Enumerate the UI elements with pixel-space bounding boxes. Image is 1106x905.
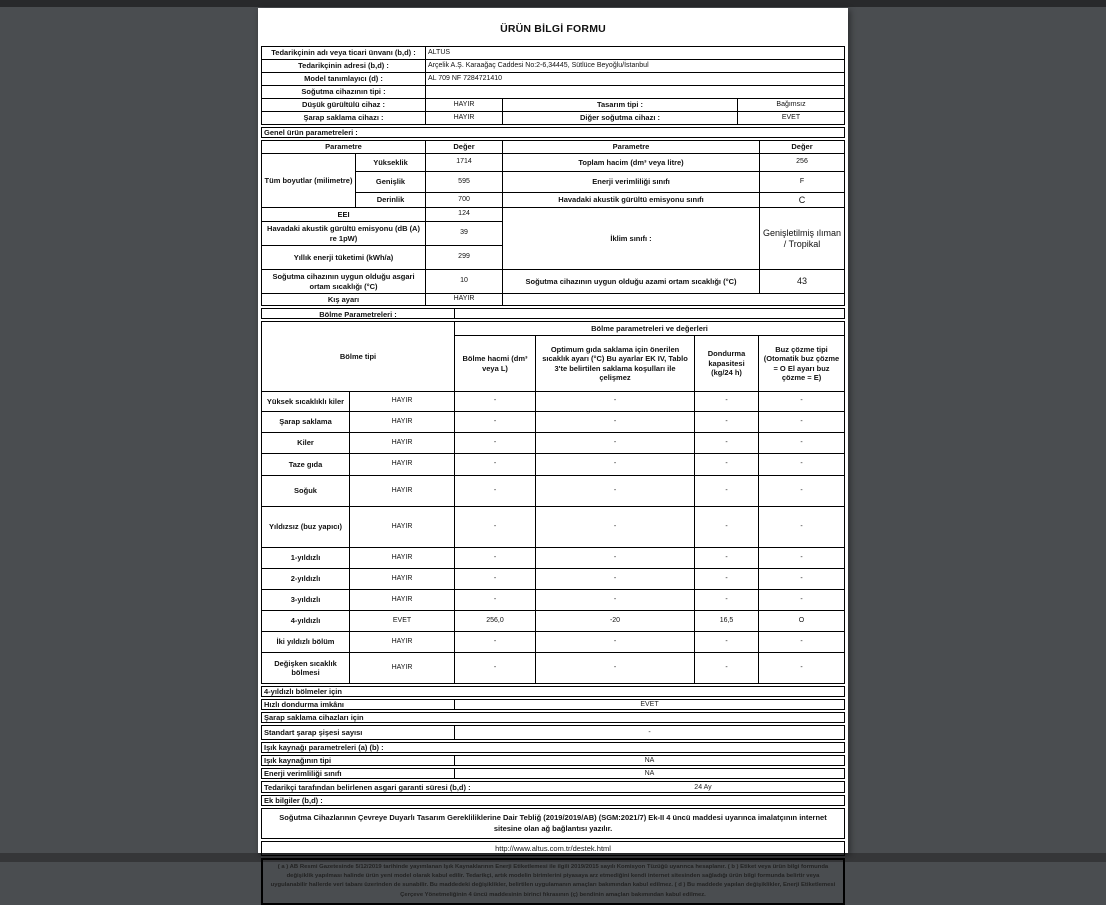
compartment-volume: - [455,653,536,684]
compartment-present: HAYIR [350,507,455,548]
compartment-type: 2-yıldızlı [262,569,350,590]
field-label: Soğutma cihazının tipi : [262,86,426,99]
compartment-volume: - [455,569,536,590]
section-label-wine: Şarap saklama cihazları için [261,712,845,723]
compartment-volume: - [455,454,536,476]
field-label: Standart şarap şişesi sayısı [262,726,455,739]
compartment-defrost: - [759,548,845,569]
compartment-present: EVET [350,611,455,632]
field-label: Tedarikçinin adı veya ticari ünvanı (b,d) : [262,47,426,60]
field-label: Tasarım tipi : [503,99,738,112]
field-label: Hızlı dondurma imkânı [262,700,455,709]
field-label: Işık kaynağının tipi [262,756,455,765]
compartment-optimum: - [536,476,695,507]
section-label-four-star: 4-yıldızlı bölmeler için [261,686,845,697]
group-header: Bölme parametreleri ve değerleri [455,322,845,336]
fast-freeze-row [261,699,845,710]
field-label: Tedarikçi tarafından belirlenen asgari garanti süresi (b,d) : [262,782,562,792]
section-label-compartment-parameters [261,308,845,319]
column-header: Parametre [503,141,760,154]
light-type-row [261,755,845,766]
additional-info-note: Soğutma Cihazlarının Çevreye Duyarlı Tasarım Gerekliliklerine Dair Tebliğ (2019/2019/AB) (SGM:2021/7) Ek-II 4 üncü maddesi uyarınca imalatçının internet sitesine olan ağ bağlantısı yazılır. [261,808,845,839]
compartment-optimum: - [536,454,695,476]
field-label: EEI [262,208,426,222]
field-value: Genişletilmiş ılıman / Tropikal [760,208,845,270]
field-label: Model tanımlayıcı (d) : [262,73,426,86]
column-header: Değer [426,141,503,154]
field-value: 256 [760,154,845,172]
table-row [262,412,845,433]
compartment-present: HAYIR [350,632,455,653]
compartment-defrost: - [759,632,845,653]
table-row [262,86,845,99]
table-row [262,507,845,548]
table-row [262,73,845,86]
table-header-row [262,141,845,154]
field-label: Tedarikçinin adresi (b,d) : [262,60,426,73]
compartment-present: HAYIR [350,412,455,433]
compartment-volume: - [455,476,536,507]
field-value: 124 [426,208,503,222]
table-row [262,590,845,611]
compartment-optimum: - [536,632,695,653]
compartment-optimum: -20 [536,611,695,632]
column-header: Buz çözme tipi (Otomatik buz çözme = O El ayarı buz çözme = E) [759,336,845,392]
table-row [262,47,845,60]
compartment-defrost: - [759,476,845,507]
compartment-freezing: - [695,476,759,507]
compartment-defrost: - [759,454,845,476]
section-label-additional-info: Ek bilgiler (b,d) : [261,795,845,806]
support-url: http://www.altus.com.tr/destek.html [261,841,845,856]
compartment-type: Kiler [262,433,350,454]
compartment-present: HAYIR [350,569,455,590]
field-label: Kış ayarı [262,294,426,306]
field-value: NA [455,769,844,778]
field-value: HAYIR [426,294,503,306]
field-value: 299 [426,246,503,270]
table-header-row [262,322,845,336]
compartment-type: 1-yıldızlı [262,548,350,569]
general-parameters-table [261,140,845,306]
compartment-defrost: - [759,507,845,548]
compartment-present: HAYIR [350,653,455,684]
compartment-freezing: - [695,392,759,412]
compartment-present: HAYIR [350,548,455,569]
compartment-optimum: - [536,548,695,569]
field-value: HAYIR [426,99,503,112]
column-header: Dondurma kapasitesi (kg/24 h) [695,336,759,392]
compartment-optimum: - [536,507,695,548]
table-row [262,569,845,590]
field-label: Derinlik [356,193,426,208]
table-row [262,433,845,454]
wine-bottles-row [261,725,845,740]
field-value: Arçelik A.Ş. Karaağaç Caddesi No:2-6,34445, Sütlüce Beyoğlu/İstanbul [426,60,845,73]
table-row [262,99,845,112]
field-value: 595 [426,172,503,193]
light-class-row [261,768,845,779]
field-value: 24 Ay [562,782,844,792]
compartment-freezing: - [695,433,759,454]
compartment-defrost: - [759,433,845,454]
field-label: Toplam hacim (dm³ veya litre) [503,154,760,172]
footnote-text: ( a ) AB Resmi Gazetesinde 5/12/2019 tarihinde yayımlanan Işık Kaynaklarının Enerji Etiketlemesi ile ilgili 2019/2015 sayılı Komisyon Tüzüğü uyarınca hesaplanır. ( b ) Etiket veya ürün bilgi formunda değişiklik yapılması halinde ürün yeni model olarak kabul edilir. Tedarikçi, artık modelin birimlerini piyasaya arz etmediğini kendi internet sitesinden sağladığı ürün bilgi formunda belirtir veya uygulanabilir hallerde veri tabanı üzerinden de sunabilir. Bu maddedeki değişiklikler, belirtilen uygulamanın amaçları bakımından kabul edilmez. ( d ) Bu maddede yapılan değişiklikler, Enerji Etiketlemesi Çerçeve Yönetmeliğinin 4 üncü maddesinin birinci fıkrasının (ç) bendinin amaçları bakımından kabul edilmez. [261,858,845,905]
table-row [262,112,845,125]
table-row [262,653,845,684]
column-header: Bölme tipi [262,322,455,392]
compartment-type: İki yıldızlı bölüm [262,632,350,653]
compartment-optimum: - [536,569,695,590]
supplier-table [261,46,845,125]
compartment-volume: - [455,548,536,569]
compartment-defrost: - [759,590,845,611]
compartment-optimum: - [536,392,695,412]
compartment-present: HAYIR [350,392,455,412]
field-value: 10 [426,270,503,294]
compartment-freezing: - [695,548,759,569]
field-value: - [455,726,844,739]
document-page [258,8,848,853]
compartment-freezing: 16,5 [695,611,759,632]
compartment-volume: - [455,392,536,412]
section-label-light-source: Işık kaynağı parametreleri (a) (b) : [261,742,845,753]
field-label: İklim sınıfı : [503,208,760,270]
field-value: NA [455,756,844,765]
field-value: ALTUS [426,47,845,60]
compartment-defrost: - [759,653,845,684]
compartment-volume: - [455,507,536,548]
compartment-optimum: - [536,433,695,454]
column-header: Değer [760,141,845,154]
compartment-volume: - [455,433,536,454]
field-label: Diğer soğutma cihazı : [503,112,738,125]
field-value: F [760,172,845,193]
column-header: Optimum gıda saklama için önerilen sıcaklık ayarı (°C) Bu ayarlar EK IV, Tablo 3'te belirtilen saklama koşulları ile çelişmez [536,336,695,392]
field-label: Enerji verimliliği sınıfı [503,172,760,193]
compartment-type: 4-yıldızlı [262,611,350,632]
compartment-freezing: - [695,454,759,476]
field-value: 700 [426,193,503,208]
field-label: Yükseklik [356,154,426,172]
table-row [262,294,845,306]
compartment-type: Şarap saklama [262,412,350,433]
compartment-freezing: - [695,412,759,433]
field-label: Şarap saklama cihazı : [262,112,426,125]
field-label: Soğutma cihazının uygun olduğu asgari ortam sıcaklığı (°C) [262,270,426,294]
field-label: Genişlik [356,172,426,193]
compartment-defrost: - [759,392,845,412]
compartment-type: Değişken sıcaklık bölmesi [262,653,350,684]
compartment-freezing: - [695,653,759,684]
field-value: 39 [426,222,503,246]
table-row [262,632,845,653]
section-label-general-parameters: Genel ürün parametreleri : [261,127,845,138]
table-row [262,392,845,412]
empty-cell [455,309,844,318]
compartment-present: HAYIR [350,433,455,454]
compartment-defrost: - [759,569,845,590]
compartment-volume: - [455,632,536,653]
table-row [262,208,845,222]
compartment-optimum: - [536,653,695,684]
table-row [262,270,845,294]
field-value: HAYIR [426,112,503,125]
field-label: Havadaki akustik gürültü emisyonu (dB (A) re 1pW) [262,222,426,246]
field-value [426,86,845,99]
viewer-top-bar [0,0,1106,7]
field-value: 43 [760,270,845,294]
table-row [262,154,845,172]
compartment-present: HAYIR [350,590,455,611]
field-value: EVET [455,700,844,709]
compartment-freezing: - [695,632,759,653]
compartment-type: 3-yıldızlı [262,590,350,611]
compartment-present: HAYIR [350,476,455,507]
table-row [262,611,845,632]
section-label-text: Bölme Parametreleri : [262,309,455,318]
page-title: ÜRÜN BİLGİ FORMU [261,8,845,46]
field-label: Yıllık enerji tüketimi (kWh/a) [262,246,426,270]
field-label: Tüm boyutlar (milimetre) [262,154,356,208]
compartment-defrost: O [759,611,845,632]
compartment-type: Soğuk [262,476,350,507]
field-label: Soğutma cihazının uygun olduğu azami ortam sıcaklığı (°C) [503,270,760,294]
compartment-volume: 256,0 [455,611,536,632]
field-value: AL 709 NF 7284721410 [426,73,845,86]
table-row [262,60,845,73]
table-row [262,548,845,569]
compartment-type: Yüksek sıcaklıklı kiler [262,392,350,412]
compartment-type: Yıldızsız (buz yapıcı) [262,507,350,548]
compartment-freezing: - [695,569,759,590]
column-header: Bölme hacmi (dm³ veya L) [455,336,536,392]
table-row [262,454,845,476]
field-label: Enerji verimliliği sınıfı [262,769,455,778]
compartment-optimum: - [536,590,695,611]
compartment-type: Taze gıda [262,454,350,476]
field-label: Düşük gürültülü cihaz : [262,99,426,112]
compartment-defrost: - [759,412,845,433]
compartment-volume: - [455,412,536,433]
warranty-row [261,781,845,793]
field-value: C [760,193,845,208]
compartment-freezing: - [695,507,759,548]
table-row [262,476,845,507]
field-value: Bağımsız [738,99,845,112]
column-header: Parametre [262,141,426,154]
compartment-freezing: - [695,590,759,611]
compartment-volume: - [455,590,536,611]
compartment-present: HAYIR [350,454,455,476]
field-value: EVET [738,112,845,125]
field-label: Havadaki akustik gürültü emisyonu sınıfı [503,193,760,208]
compartment-optimum: - [536,412,695,433]
compartment-table [261,321,845,684]
field-value: 1714 [426,154,503,172]
empty-cell [503,294,845,306]
